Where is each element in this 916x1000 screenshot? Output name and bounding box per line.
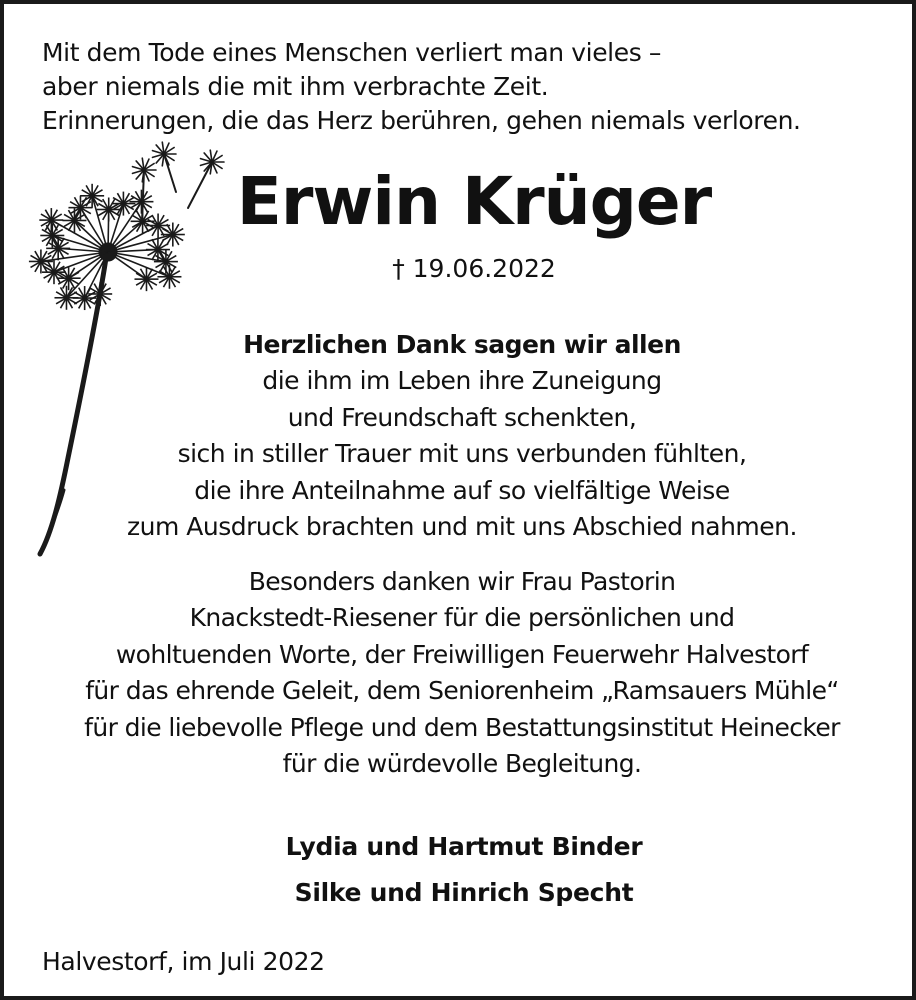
signatory-line: Lydia und Hartmut Binder xyxy=(285,832,643,861)
special-thanks-line: für das ehrende Geleit, dem Seniorenheim „Ramsauers Mühle“ xyxy=(85,676,839,706)
special-thanks-line: wohltuenden Worte, der Freiwilligen Feuerwehr Halvestorf xyxy=(115,639,809,669)
deceased-name: Erwin Krüger xyxy=(236,163,712,240)
thanks-headline: Herzlichen Dank sagen wir allen xyxy=(243,330,681,359)
special-thanks-section xyxy=(24,564,900,782)
thanks-line: die ihm im Leben ihre Zuneigung xyxy=(262,366,662,396)
special-thanks-line: für die würdevolle Begleitung. xyxy=(282,749,642,779)
thanks-section xyxy=(34,327,890,545)
motto-quote xyxy=(42,36,882,138)
motto-line: Erinnerungen, die das Herz berühren, gehen niemals verloren. xyxy=(42,106,801,135)
motto-line: Mit dem Tode eines Menschen verliert man vieles – xyxy=(42,38,661,67)
motto-line: aber niemals die mit ihm verbrachte Zeit. xyxy=(42,72,549,101)
special-thanks-line: Knackstedt-Riesener für die persönlichen und xyxy=(189,603,735,633)
special-thanks-line: für die liebevolle Pflege und dem Bestattungsinstitut Heinecker xyxy=(84,712,840,742)
death-date: † 19.06.2022 xyxy=(392,254,556,283)
place-and-date: Halvestorf, im Juli 2022 xyxy=(42,947,325,976)
special-thanks-line: Besonders danken wir Frau Pastorin xyxy=(248,567,676,596)
signatories xyxy=(164,824,764,916)
signatory-line: Silke und Hinrich Specht xyxy=(294,878,634,907)
thanks-line: und Freundschaft schenkten, xyxy=(287,402,637,432)
thanks-line: zum Ausdruck brachten und mit uns Abschied nahmen. xyxy=(127,512,797,542)
thanks-line: die ihre Anteilnahme auf so vielfältige Weise xyxy=(194,475,730,505)
thanks-line: sich in stiller Trauer mit uns verbunden fühlten, xyxy=(177,439,747,469)
